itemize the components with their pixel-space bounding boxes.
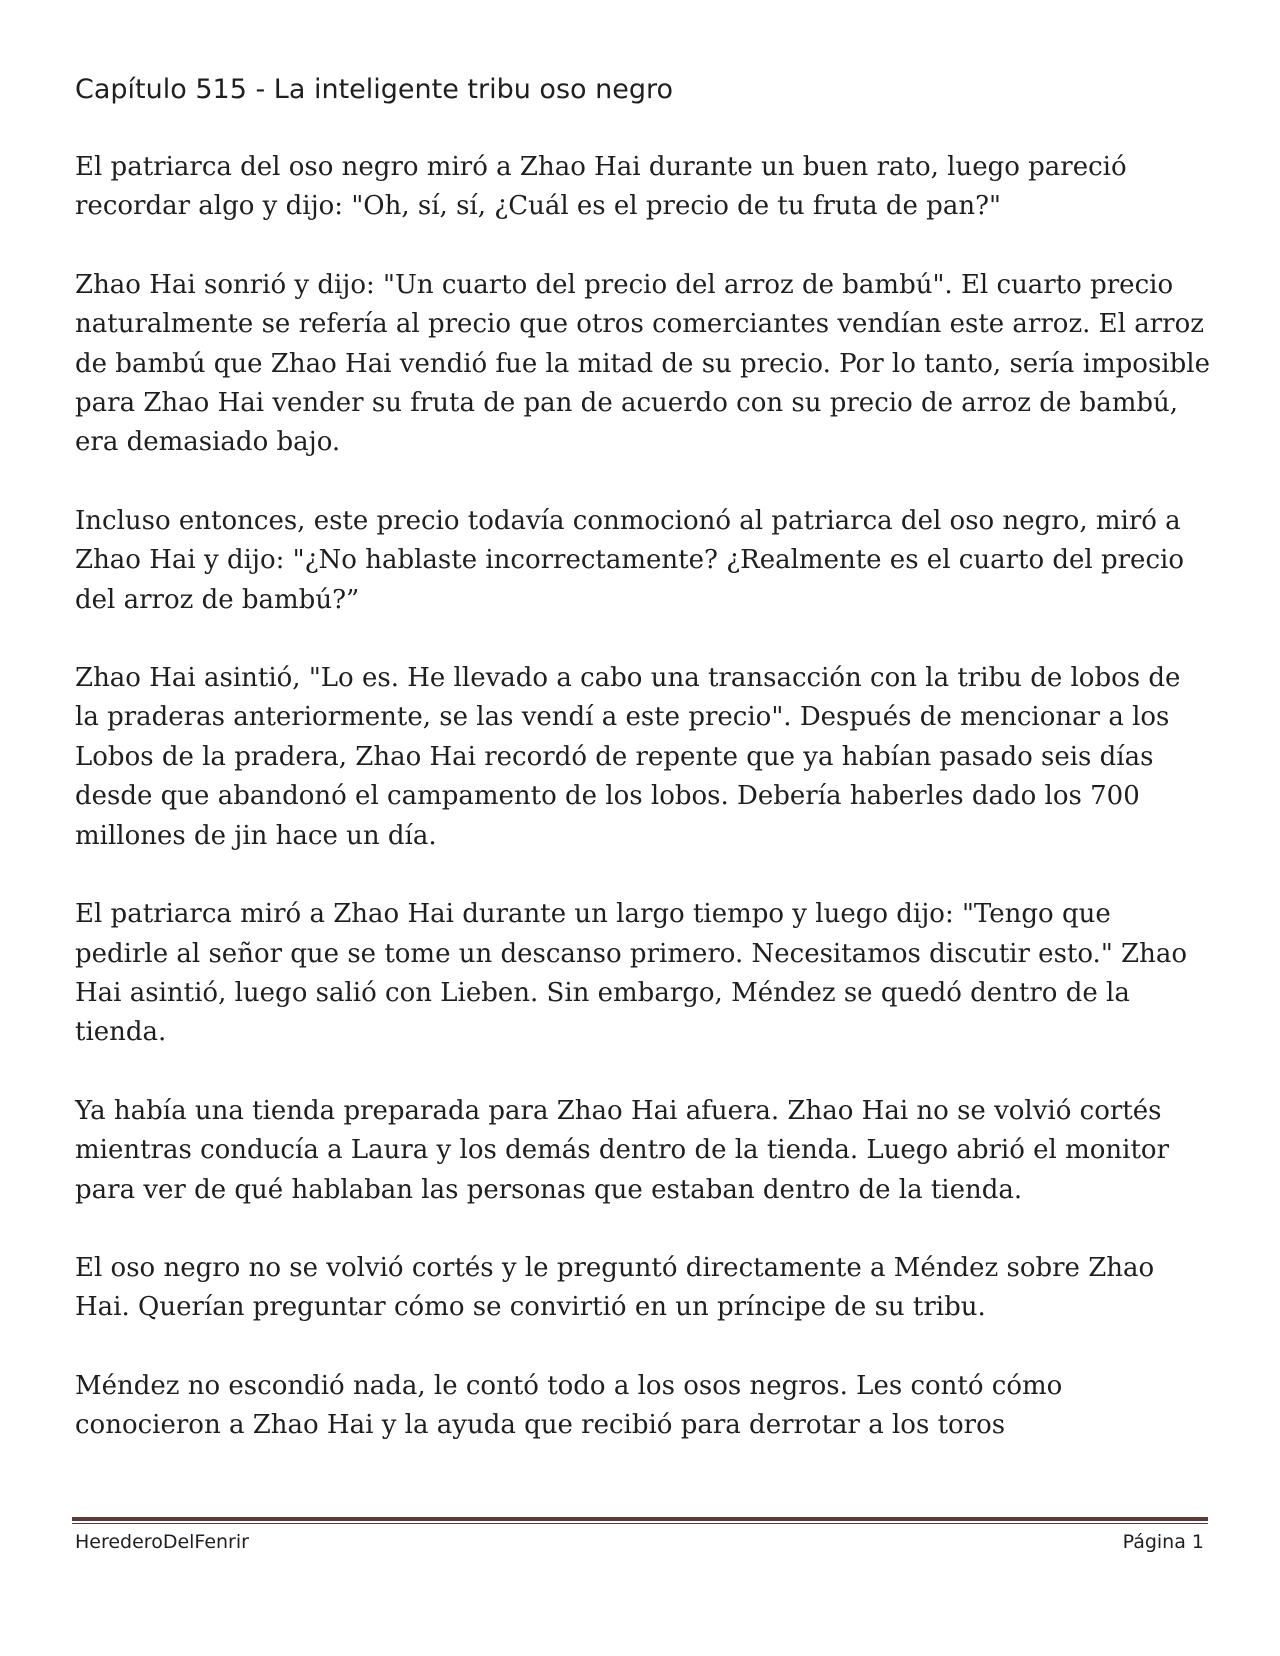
paragraph: Méndez no escondió nada, le contó todo a los osos negros. Les contó cómo conocieron a Zhao Hai y la ayuda que recibió para derrotar a los toros <box>75 1370 1063 1441</box>
footer-page-number: Página 1 <box>1122 1531 1204 1553</box>
paragraph: El oso negro no se volvió cortés y le preguntó directamente a Méndez sobre Zhao Hai. Querían preguntar cómo se convirtió en un príncipe de su tribu. <box>75 1252 1155 1323</box>
footer-divider <box>72 1517 1208 1521</box>
paragraph: Zhao Hai asintió, "Lo es. He llevado a cabo una transacción con la tribu de lobos de la praderas anteriormente, se las vendí a este precio". Después de mencionar a los Lobos de la pradera, Zhao Hai recordó de repente que ya habían pasado seis días desde que abandonó el campamento de los lobos. Debería haberles dado los 700 millones de jin hace un día. <box>75 663 1181 851</box>
paragraph: El patriarca del oso negro miró a Zhao Hai durante un buen rato, luego pareció recordar algo y dijo: "Oh, sí, sí, ¿Cuál es el precio de tu fruta de pan?" <box>75 152 1127 222</box>
paragraph: Incluso entonces, este precio todavía conmocionó al patriarca del oso negro, miró a Zhao Hai y dijo: "¿No hablaste incorrectamente? ¿Realmente es el cuarto del precio del arroz de bambú?” <box>75 505 1184 615</box>
chapter-title: Capítulo 515 - La inteligente tribu oso negro <box>75 74 674 105</box>
document-body <box>75 70 1210 1446</box>
paragraph: El patriarca miró a Zhao Hai durante un largo tiempo y luego dijo: "Tengo que pedirle al señor que se tome un descanso primero. Necesitamos discutir esto." Zhao Hai asintió, luego salió con Lieben. Sin embargo, Méndez se quedó dentro de la tienda. <box>75 899 1188 1048</box>
paragraph: Ya había una tienda preparada para Zhao Hai afuera. Zhao Hai no se volvió cortés mientras conducía a Laura y los demás dentro de la tienda. Luego abrió el monitor para ver de qué hablaban las personas que estaban dentro de la tienda. <box>75 1095 1170 1205</box>
paragraph: Zhao Hai sonrió y dijo: "Un cuarto del precio del arroz de bambú". El cuarto precio naturalmente se refería al precio que otros comerciantes vendían este arroz. El arroz de bambú que Zhao Hai vendió fue la mitad de su precio. Por lo tanto, sería imposible para Zhao Hai vender su fruta de pan de acuerdo con su precio de arroz de bambú, era demasiado bajo. <box>75 269 1210 458</box>
footer-divider-thin <box>72 1523 1208 1524</box>
footer-author: HerederoDelFenrir <box>75 1531 249 1553</box>
